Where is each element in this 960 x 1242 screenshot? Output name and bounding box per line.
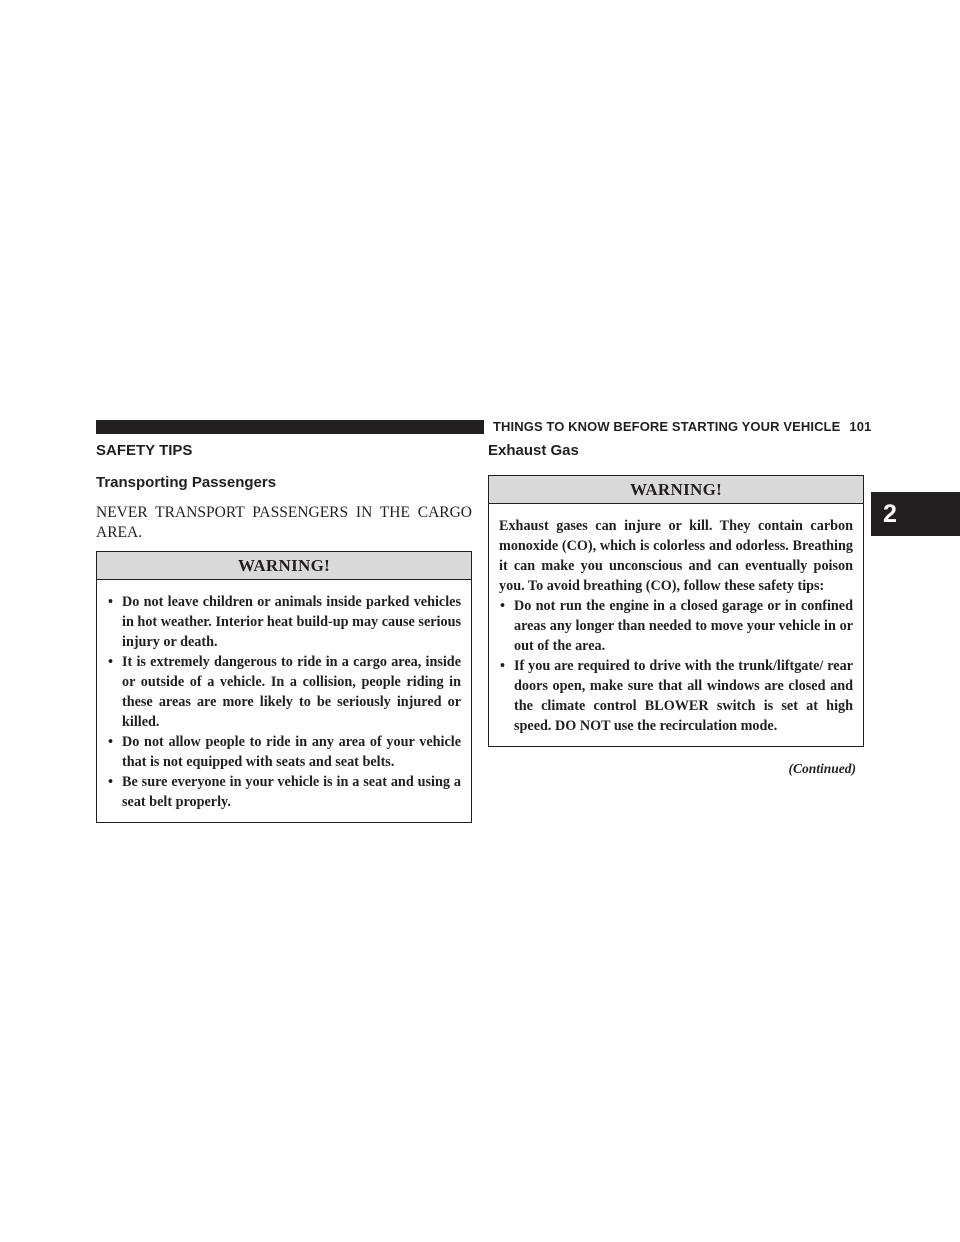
warning-intro: Exhaust gases can injure or kill. They contain carbon monoxide (CO), which is colorless and odorless. Breathing it can make you unconscious and can eventually poison you. To avoid breathing (CO), follow these safety tips: [499,518,853,594]
continued-note: (Continued) [788,761,856,776]
warning-item: • Do not leave children or animals inside parked vehicles in hot weather. Interior heat build-up may cause serious injury or death. [108,594,461,650]
warning-list [107,592,461,812]
page-number: 101 [849,419,872,434]
section-title: SAFETY TIPS [96,442,193,459]
bullet-icon: • [108,734,113,750]
subsection-title-exhaust: Exhaust Gas [488,442,579,459]
right-column [488,441,864,777]
warning-title: WARNING! [97,552,471,580]
warning-box-exhaust [488,475,864,747]
warning-body [97,580,471,822]
left-column [96,441,472,823]
bullet-icon: • [500,598,505,614]
bullet-icon: • [500,658,505,674]
warning-item: • Do not run the engine in a closed garage or in confined areas any longer than needed to move your vehicle in or out of the area. [500,598,853,654]
warning-item: • Do not allow people to ride in any area of your vehicle that is not equipped with seats and seat belts. [108,734,461,770]
bullet-icon: • [108,774,113,790]
cargo-area-notice: NEVER TRANSPORT PASSENGERS IN THE CARGO AREA. [96,504,472,541]
running-title: THINGS TO KNOW BEFORE STARTING YOUR VEHICLE [493,419,841,434]
warning-list [499,596,853,736]
warning-item: • Be sure everyone in your vehicle is in a seat and using a seat belt properly. [108,774,461,810]
running-header [493,418,871,436]
warning-item: • It is extremely dangerous to ride in a cargo area, inside or outside of a vehicle. In a collision, people riding in these areas are more likely to be seriously injured or killed. [108,654,461,730]
header-rule [96,420,484,434]
subsection-title-passengers: Transporting Passengers [96,474,277,491]
warning-item: • If you are required to drive with the trunk/liftgate/ rear doors open, make sure that all windows are closed and the climate control BLOWER switch is set at high speed. DO NOT use the recirculation mode. [500,658,853,734]
bullet-icon: • [108,594,113,610]
bullet-icon: • [108,654,113,670]
warning-body [489,504,863,746]
warning-box-passengers [96,551,472,823]
chapter-tab: 2 [871,492,960,536]
warning-title: WARNING! [489,476,863,504]
